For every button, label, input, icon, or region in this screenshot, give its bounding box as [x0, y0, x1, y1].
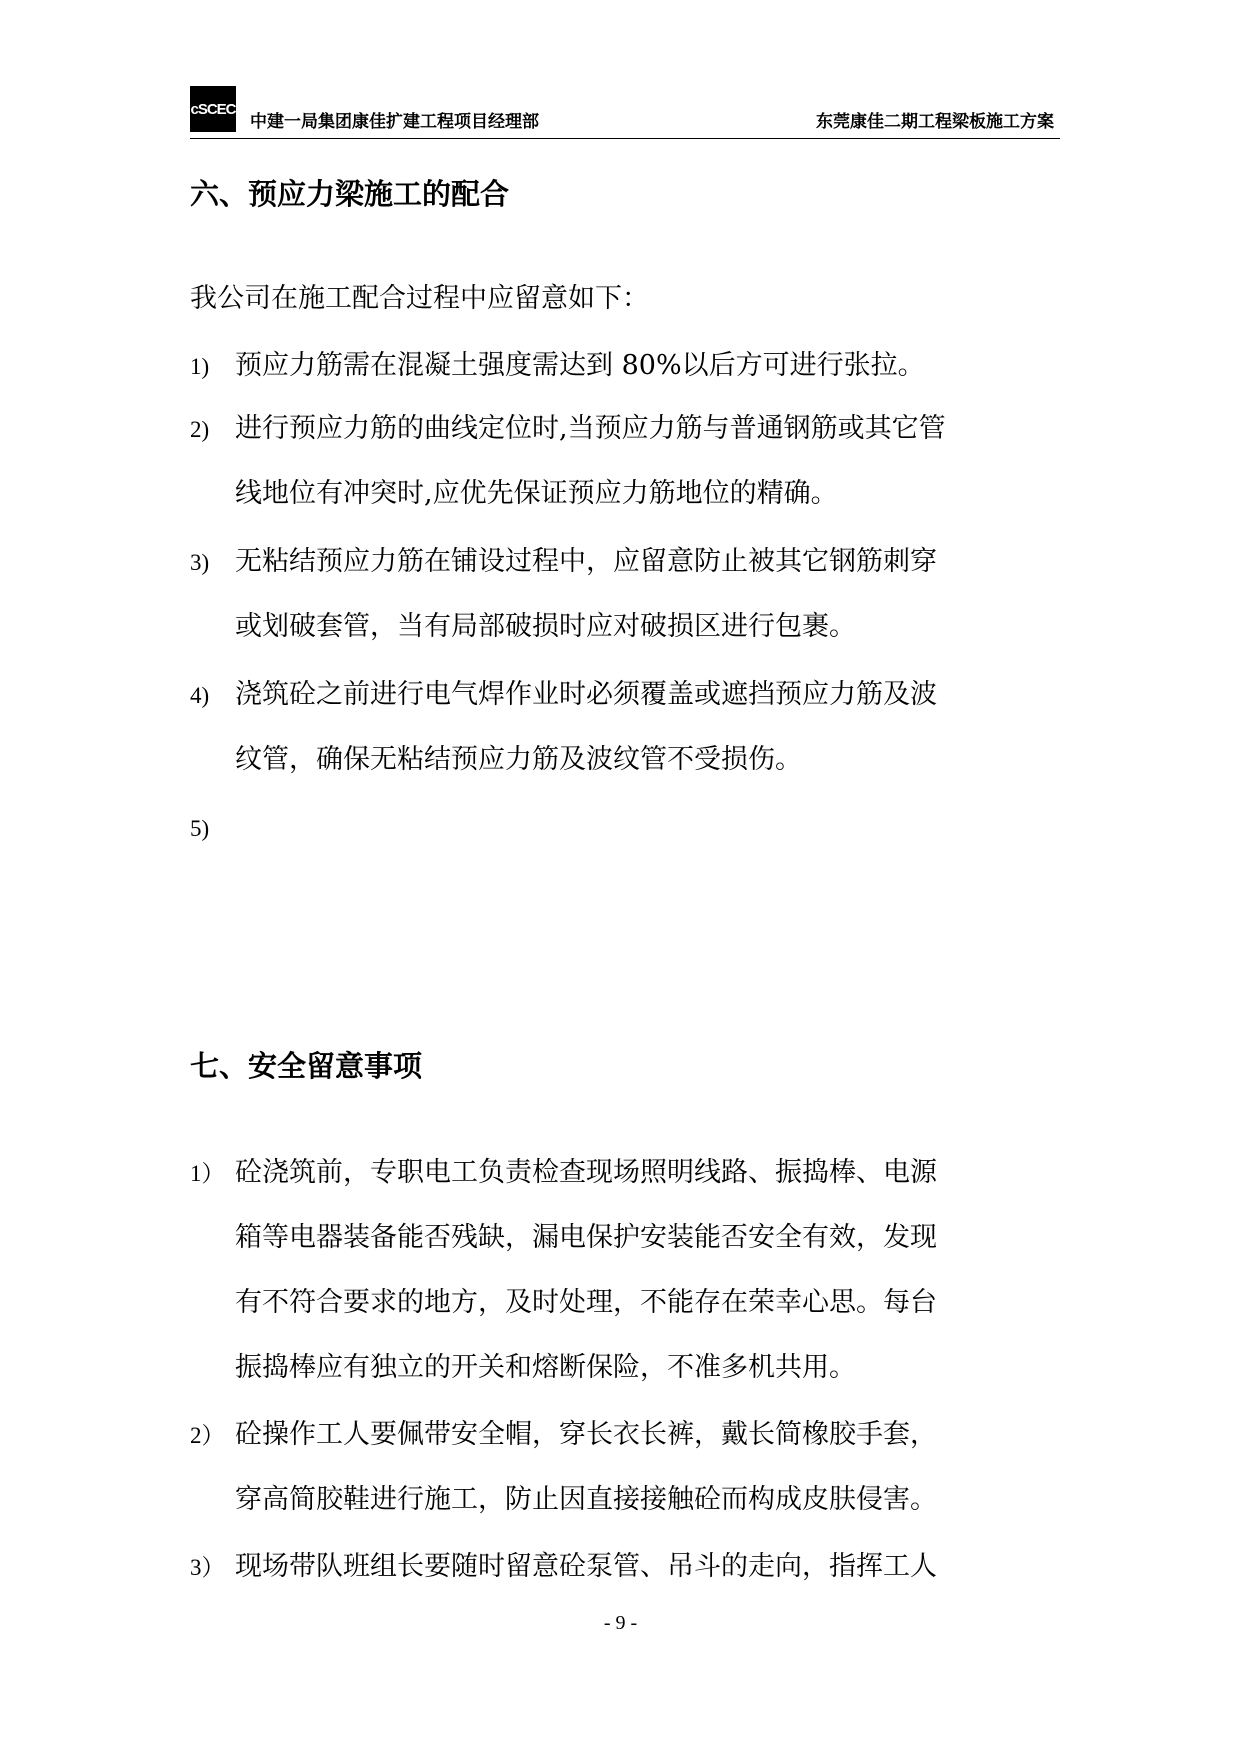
list-item-text: 箱等电器装备能否残缺，漏电保护安装能否安全有效，发现: [235, 1222, 937, 1253]
list-item-text: 纹管，确保无粘结预应力筋及波纹管不受损伤。: [235, 744, 802, 775]
list-item-number: 2）: [190, 1423, 225, 1448]
list-item-text: 预应力筋需在混凝土强度需达到 80%以后方可进行张拉。: [235, 350, 925, 381]
section-heading: 六、预应力梁施工的配合: [190, 177, 510, 211]
intro-text: 我公司在施工配合过程中应留意如下：: [190, 283, 649, 314]
list-item-number: 5): [190, 816, 210, 841]
list-item-text: 或划破套管，当有局部破损时应对破损区进行包裹。: [235, 611, 856, 642]
page-header: [190, 82, 1060, 139]
list-item-number: 1）: [190, 1161, 225, 1186]
list-item-number: 3）: [190, 1555, 225, 1580]
cscec-logo: cSCEC: [190, 86, 236, 132]
list-item-text: 砼操作工人要佩带安全帽，穿长衣长裤，戴长简橡胶手套，: [235, 1419, 937, 1450]
list-item-number: 4): [190, 683, 210, 708]
list-item-text: 砼浇筑前，专职电工负责检查现场照明线路、振捣棒、电源: [235, 1157, 937, 1188]
list-item-text: 无粘结预应力筋在铺设过程中，应留意防止被其它钢筋刺穿: [235, 546, 937, 577]
header-right-title: 东莞康佳二期工程梁板施工方案: [816, 112, 1054, 132]
list-item-text: 线地位有冲突时,应优先保证预应力筋地位的精确。: [235, 478, 838, 509]
list-item-text: 振捣棒应有独立的开关和熔断保险，不准多机共用。: [235, 1352, 856, 1383]
list-item-text: 穿高简胶鞋进行施工，防止因直接接触砼而构成皮肤侵害。: [235, 1484, 937, 1515]
list-item-number: 2): [190, 417, 210, 442]
header-left-title: 中建一局集团康佳扩建工程项目经理部: [250, 112, 539, 132]
list-item-text: 浇筑砼之前进行电气焊作业时必须覆盖或遮挡预应力筋及波: [235, 679, 937, 710]
list-item-text: 有不符合要求的地方，及时处理，不能存在荣幸心思。每台: [235, 1287, 937, 1318]
list-item-number: 3): [190, 550, 210, 575]
list-item-number: 1): [190, 354, 210, 379]
section-heading: 七、安全留意事项: [190, 1049, 423, 1083]
page-number: - 9 -: [603, 1612, 638, 1634]
list-item-text: 现场带队班组长要随时留意砼泵管、吊斗的走向，指挥工人: [235, 1551, 937, 1582]
list-item-text: 进行预应力筋的曲线定位时,当预应力筋与普通钢筋或其它管: [235, 413, 946, 444]
